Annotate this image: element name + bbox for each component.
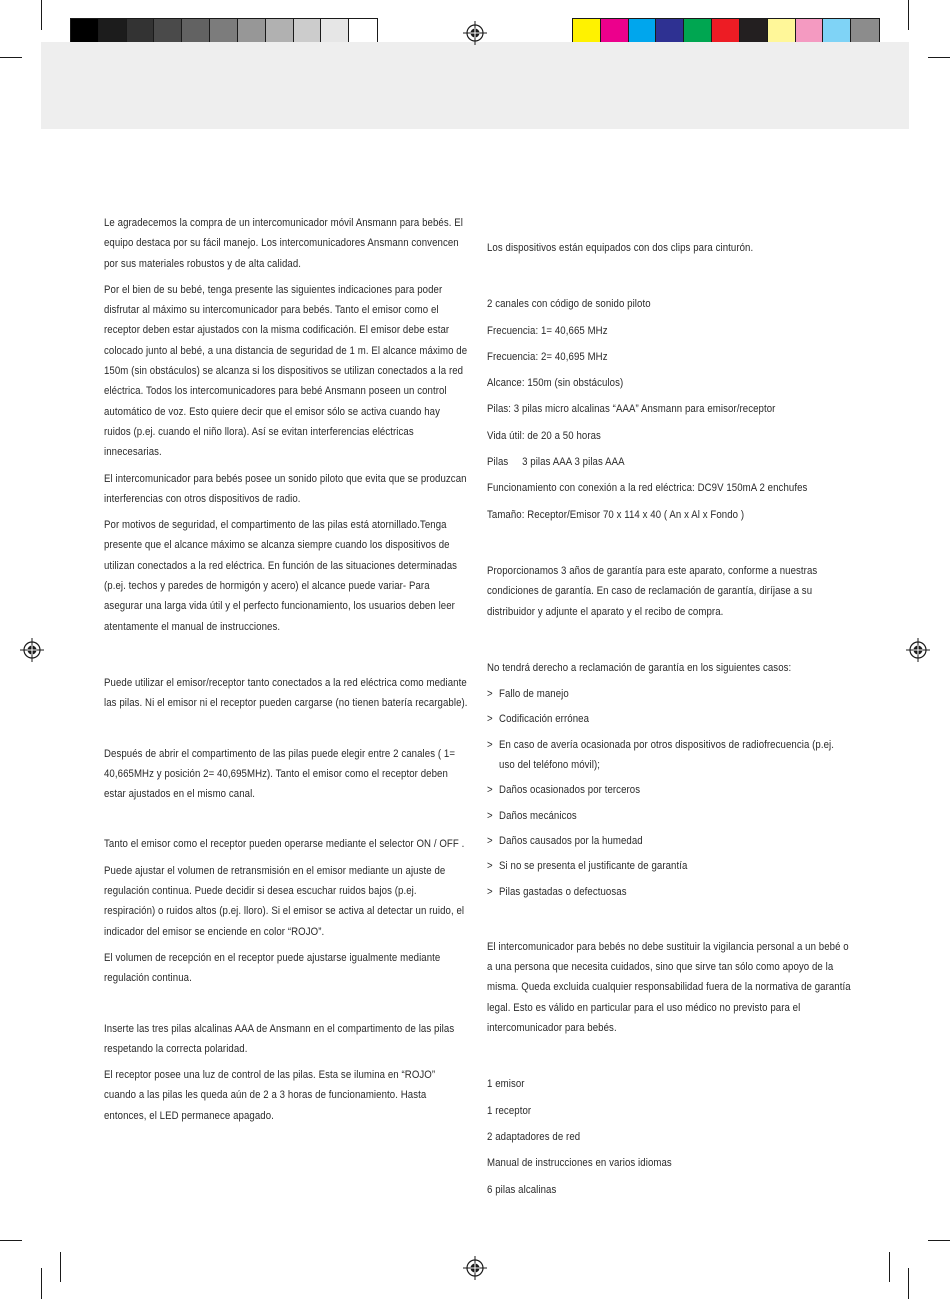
insert-batteries-paragraph: Inserte las tres pilas alcalinas AAA de Ansmann en el compartimento de las pilas respetando la correcta polaridad. xyxy=(104,1022,455,1055)
spec-item: Vida útil: de 20 a 50 horas xyxy=(487,429,601,442)
specifications-list xyxy=(487,294,852,525)
bullet-marker: > xyxy=(487,784,493,797)
bullet-marker: > xyxy=(487,688,493,701)
belt-clips-paragraph: Los dispositivos están equipados con dos clips para cinturón. xyxy=(487,242,754,254)
registration-mark-icon xyxy=(20,638,44,662)
crop-mark xyxy=(928,57,950,58)
list-item: > Si no se presenta el justificante de garantía xyxy=(487,856,852,876)
pilot-tone-paragraph: El intercomunicador para bebés posee un sonido piloto que evita que se produzcan interferencias con otros dispositivos de radio. xyxy=(104,472,467,505)
list-item: > En caso de avería ocasionada por otros dispositivos de radiofrecuencia (p.ej. uso del teléfono móvil); xyxy=(487,735,852,776)
list-item: > Fallo de manejo xyxy=(487,684,852,704)
bullet-marker: > xyxy=(487,860,493,873)
contents-item: 1 receptor xyxy=(487,1104,532,1117)
contents-item: 2 adaptadores de red xyxy=(487,1130,581,1143)
contents-item: 1 emisor xyxy=(487,1078,525,1091)
crop-mark xyxy=(0,1240,22,1241)
intro-paragraph: Le agradecemos la compra de un intercomunicador móvil Ansmann para bebés. El equipo destaca por su fácil manejo. Los intercomunicadores Ansmann convencen por sus materiales robustos y de alta calidad. xyxy=(104,217,463,270)
contents-item: 6 pilas alcalinas xyxy=(487,1183,557,1196)
spec-item: Tamaño: Receptor/Emisor 70 x 114 x 40 ( An x Al x Fondo ) xyxy=(487,508,745,521)
crop-mark xyxy=(0,57,22,58)
package-contents-list xyxy=(487,1074,852,1199)
crop-mark xyxy=(41,1268,42,1299)
crop-mark xyxy=(908,1268,909,1299)
warranty-paragraph: Proporcionamos 3 años de garantía para este aparato, conforme a nuestras condiciones de garantía. En caso de reclamación de garantía, diríjase a su distribuidor y adjunte el aparato y el recibo de compra. xyxy=(487,564,818,618)
disclaimer-paragraph: El intercomunicador para bebés no debe sustituir la vigilancia personal a un bebé o a una persona que necesita cuidados, sino que sirve tan sólo como apoyo de la misma. Queda excluida cualquier responsabilidad fuera de la normativa de garantía legal. Esto es válido en particular para el uso médico no previsto para el intercomunicador para bebés. xyxy=(487,940,851,1035)
safety-notes-paragraph: Por el bien de su bebé, tenga presente las siguientes indicaciones para poder disfrutar al máximo su intercomunicador para bebés. Tanto el emisor como el receptor deben estar ajustados con la misma codificación. El emisor debe estar colocado junto al bebé, a una distancia de seguridad de 1 m. El alcance máximo de 150m (sin obstáculos) se alcanza si los dispositivos se utilizan conectados a la red eléctrica. Todos los intercomunicadores para bebé Ansmann poseen un control automático de voz. Esto quiere decir que el emisor sólo se activa cuando hay ruidos (p.ej. cuando el niño llora). Así se evitan interferencias eléctricas innecesarias. xyxy=(104,283,468,459)
list-item: > Pilas gastadas o defectuosas xyxy=(487,882,852,902)
contents-item: Manual de instrucciones en varios idiomas xyxy=(487,1157,672,1170)
header-band xyxy=(41,42,909,129)
on-off-paragraph: Tanto el emisor como el receptor pueden operarse mediante el selector ON / OFF . xyxy=(104,838,465,851)
list-item: > Daños mecánicos xyxy=(487,806,852,826)
battery-indicator-paragraph: El receptor posee una luz de control de las pilas. Esta se ilumina en “ROJO” cuando a las pilas les queda aún de 2 a 3 horas de funcionamiento. Hasta entonces, el LED permanece apagado. xyxy=(104,1069,436,1122)
bullet-marker: > xyxy=(487,834,493,847)
spec-item: Pilas: 3 pilas micro alcalinas “AAA” Ansmann para emisor/receptor xyxy=(487,403,776,416)
spec-item: Funcionamiento con conexión a la red eléctrica: DC9V 150mA 2 enchufes xyxy=(487,482,808,495)
bullet-marker: > xyxy=(487,713,493,726)
spec-item: 2 canales con código de sonido piloto xyxy=(487,298,651,311)
receive-volume-paragraph: El volumen de recepción en el receptor puede ajustarse igualmente mediante regulación continua. xyxy=(104,951,441,985)
no-claim-intro: No tendrá derecho a reclamación de garantía en los siguientes casos: xyxy=(487,661,792,674)
list-item: > Codificación errónea xyxy=(487,709,852,729)
power-supply-paragraph: Puede utilizar el emisor/receptor tanto conectados a la red eléctrica como mediante las pilas. Ni el emisor ni el receptor pueden cargarse (no tienen batería recargable). xyxy=(104,676,468,710)
spec-item: Frecuencia: 1= 40,665 MHz xyxy=(487,324,608,337)
crop-mark xyxy=(928,1240,950,1241)
bullet-marker: > xyxy=(487,738,493,751)
bullet-marker: > xyxy=(487,809,493,822)
crop-mark xyxy=(60,1252,61,1282)
spec-item: Alcance: 150m (sin obstáculos) xyxy=(487,377,624,390)
crop-mark xyxy=(889,1252,890,1282)
crop-mark xyxy=(41,0,42,30)
spec-item: Pilas 3 pilas AAA 3 pilas AAA xyxy=(487,456,625,469)
registration-mark-icon xyxy=(906,638,930,662)
battery-safety-paragraph: Por motivos de seguridad, el compartimento de las pilas está atornillado.Tenga presente que el alcance máximo se alcanza siempre cuando los dispositivos de utilizan conectados a la red eléctrica. En función de las situaciones determinadas (p.ej. techos y paredes de hormigón y acero) el alcance puede variar- Para asegurar una larga vida útil y el perfecto funcionamiento, los usuarios deben leer atentamente el manual de instrucciones. xyxy=(104,519,458,633)
transmit-volume-paragraph: Puede ajustar el volumen de retransmisión en el emisor mediante un ajuste de regulación continua. Puede decidir si desea escuchar ruidos bajos (p.ej. respiración) o ruidos altos (p.ej. lloro). Si el emisor se activa al detectar un ruido, el indicador del emisor se enciende en color “ROJO”. xyxy=(104,864,465,938)
crop-mark xyxy=(908,0,909,30)
list-item: > Daños ocasionados por terceros xyxy=(487,780,852,800)
spec-item: Frecuencia: 2= 40,695 MHz xyxy=(487,350,608,363)
channel-selection-paragraph: Después de abrir el compartimento de las pilas puede elegir entre 2 canales ( 1= 40,665MHz y posición 2= 40,695MHz). Tanto el emisor como el receptor deben estar ajustados en el mismo canal. xyxy=(104,747,456,801)
no-claim-list xyxy=(487,684,852,902)
left-text-column xyxy=(104,213,469,1132)
right-text-column xyxy=(487,238,852,1206)
bullet-marker: > xyxy=(487,885,493,898)
list-item: > Daños causados por la humedad xyxy=(487,831,852,851)
registration-mark-icon xyxy=(463,1256,487,1280)
registration-mark-icon xyxy=(463,21,487,45)
